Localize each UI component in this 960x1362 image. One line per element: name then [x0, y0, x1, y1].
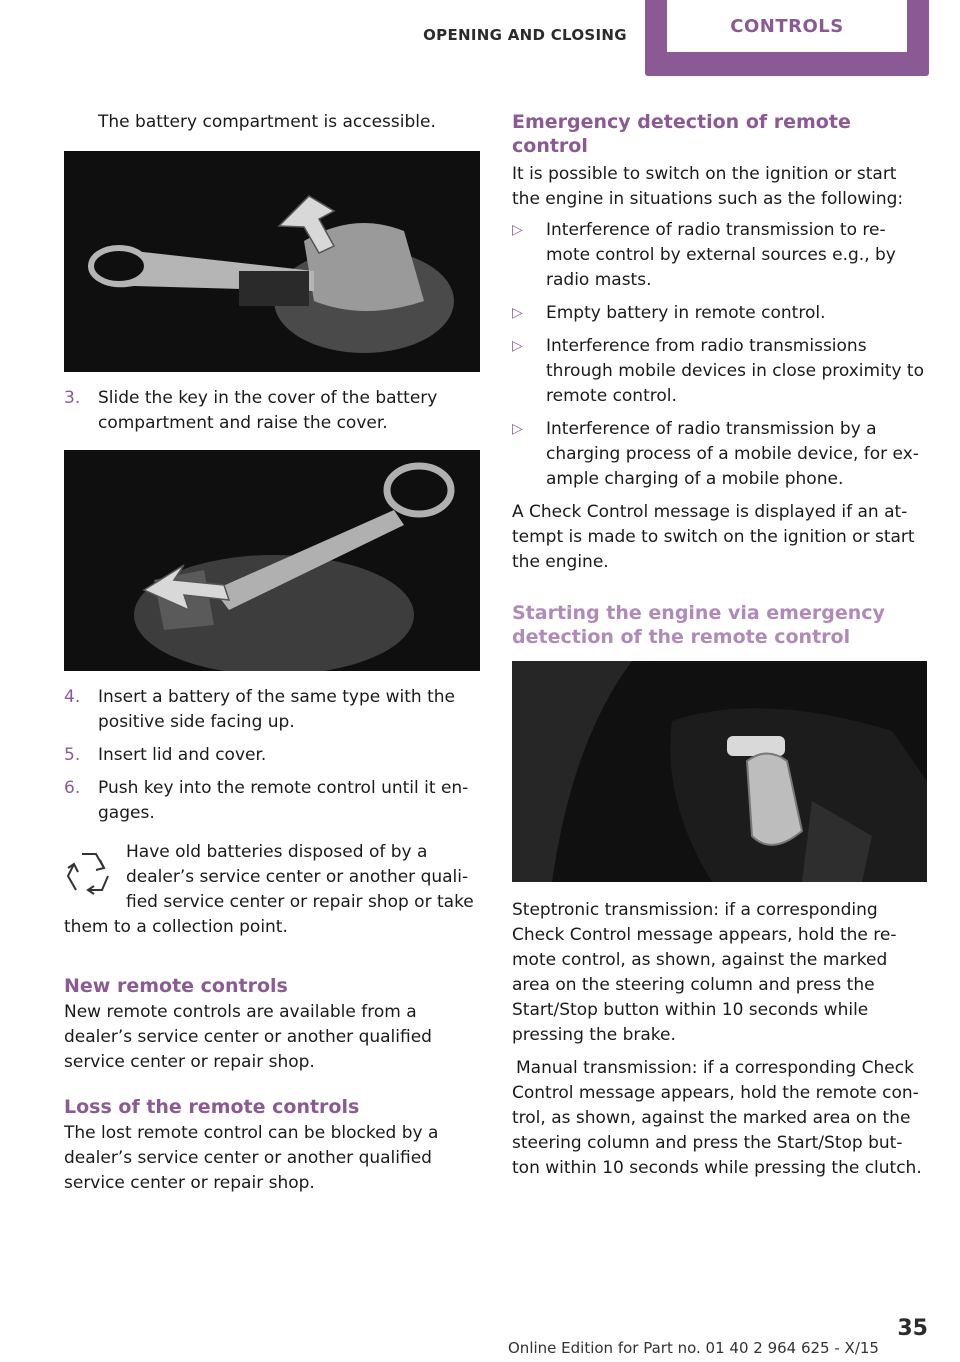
- bullet-text: Empty battery in remote control.: [546, 303, 826, 323]
- loss-remote-heading: Loss of the remote controls: [64, 1096, 360, 1118]
- intro-text: The battery compartment is accessible.: [98, 112, 436, 132]
- step-text: Slide the key in the cover of the battery compartment and raise the cover.: [98, 388, 438, 433]
- bullet-text: Interference of radio transmission to re‐mote control by external sources e.g., by radio masts.: [546, 220, 896, 290]
- new-remote-section: [64, 974, 480, 1075]
- environment-note-first: Have old batteries disposed of by a dealer’s service center or another quali‐fied service center or repair shop or: [126, 842, 469, 912]
- steps-list-a: [64, 386, 480, 436]
- list-item: [512, 218, 927, 293]
- step-text: Insert a battery of the same type with the positive side facing up.: [98, 687, 455, 732]
- steering-column-photo: [512, 661, 927, 882]
- bullet-triangle-icon: ▷: [512, 222, 523, 238]
- new-remote-heading: New remote controls: [64, 975, 288, 997]
- environment-note: [64, 840, 480, 940]
- environment-note-rest: take them to a collection point.: [64, 892, 474, 937]
- manual-text: Manual transmission: if a corresponding Check Control message appears, hold the remote con‐trol, as shown, against the marked area on the steering column and press the Start/Stop but‐ton within 10 seconds while pressing the clutch.: [512, 1058, 922, 1178]
- list-item: [64, 386, 480, 436]
- list-item: [512, 301, 927, 326]
- header-section-title: OPENING AND CLOSING: [423, 26, 627, 44]
- bullet-triangle-icon: ▷: [512, 305, 523, 321]
- step-number: 3.: [64, 388, 81, 408]
- bullet-text: Interference of radio transmission by a charging process of a mobile device, for ex‐ample charging of a mobile phone.: [546, 419, 919, 489]
- chapter-tab: [645, 0, 929, 76]
- list-item: [512, 334, 927, 409]
- bullet-triangle-icon: ▷: [512, 338, 523, 354]
- left-column: [64, 110, 480, 1216]
- list-item: [64, 776, 480, 826]
- loss-remote-text: The lost remote control can be blocked by a dealer’s service center or another qualified service center or repair shop.: [64, 1123, 439, 1193]
- bullet-triangle-icon: ▷: [512, 421, 523, 437]
- steptronic-text: Steptronic transmission: if a corresponding Check Control message appears, hold the re‐mote control, as shown, against the marked area on the steering column and press the Start/Stop button within 10 seconds while pressing the brake.: [512, 900, 897, 1045]
- battery-compartment-photo: [64, 151, 480, 372]
- page-number: 35: [897, 1316, 928, 1341]
- check-control-text: A Check Control message is displayed if an at‐tempt is made to switch on the ignition or start the engine.: [512, 502, 915, 572]
- step-number: 5.: [64, 745, 81, 765]
- environment-note-text: [64, 840, 480, 940]
- step-number: 4.: [64, 687, 81, 707]
- bullet-text: Interference from radio transmissions through mobile devices in close proximity to remote control.: [546, 336, 925, 406]
- recycle-icon: [60, 844, 118, 902]
- list-item: [64, 685, 480, 735]
- footer-edition: Online Edition for Part no. 01 40 2 964 625 - X/15: [508, 1339, 879, 1357]
- chapter-title: CONTROLS: [667, 0, 907, 52]
- steps-list-b: [64, 685, 480, 826]
- emergency-heading: Emergency detection of remote control: [512, 111, 851, 157]
- step-text: Push key into the remote control until it en‐gages.: [98, 778, 469, 823]
- right-column: [512, 110, 927, 1189]
- key-in-cover-photo: [64, 450, 480, 671]
- step-text: Insert lid and cover.: [98, 745, 267, 765]
- new-remote-text: New remote controls are available from a dealer’s service center or another qualified service center or repair shop.: [64, 1002, 432, 1072]
- list-item: [64, 743, 480, 768]
- list-item: [512, 417, 927, 492]
- starting-engine-heading: Starting the engine via emergency detection of the remote control: [512, 602, 885, 648]
- step-number: 6.: [64, 778, 81, 798]
- emergency-bullets: [512, 218, 927, 492]
- emergency-intro: It is possible to switch on the ignition or start the engine in situations such as the following:: [512, 164, 904, 209]
- loss-remote-section: [64, 1095, 480, 1196]
